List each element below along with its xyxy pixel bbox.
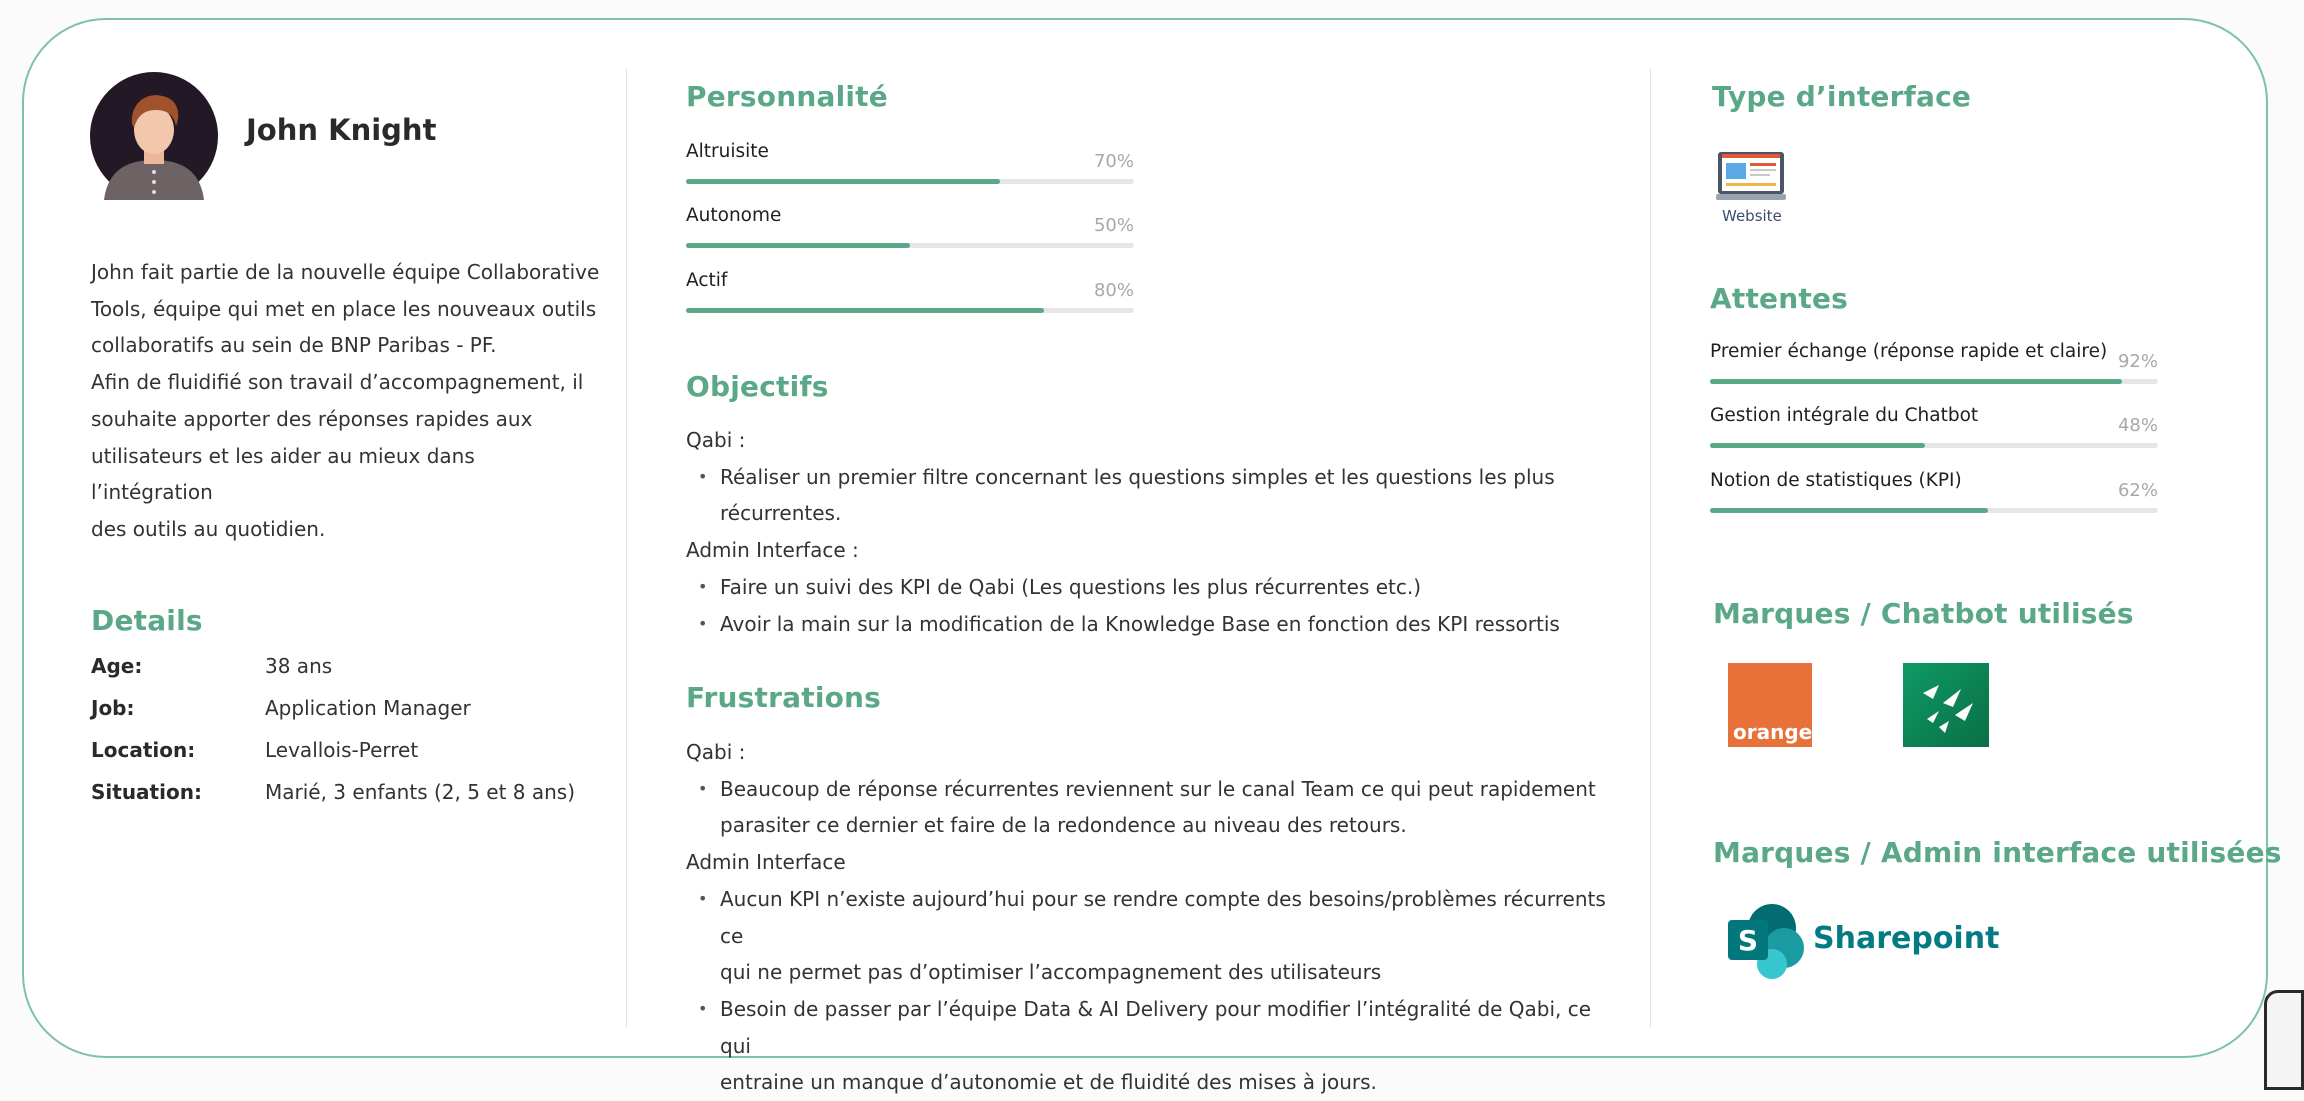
thumbnail-edge bbox=[2264, 990, 2304, 1090]
detail-value: Levallois-Perret bbox=[265, 738, 419, 762]
bar-percent: 92% bbox=[2117, 351, 2158, 372]
bar-fill bbox=[1710, 443, 1925, 448]
bar-track bbox=[1710, 379, 2158, 384]
bar-label: Premier échange (réponse rapide et claire) bbox=[1710, 341, 2108, 362]
bar-percent: 50% bbox=[1093, 215, 1134, 236]
detail-value: Marié, 3 enfants (2, 5 et 8 ans) bbox=[265, 780, 576, 804]
list-item-continuation: entraine un manque d’autonomie et de fluidité des mises à jours. bbox=[720, 1070, 1377, 1095]
bar-track bbox=[1710, 508, 2158, 513]
detail-key: Situation: bbox=[91, 780, 202, 804]
bio-line: John fait partie de la nouvelle équipe Collaborative bbox=[91, 260, 600, 284]
bar-track bbox=[686, 308, 1134, 313]
persona-name: John Knight bbox=[246, 113, 437, 147]
brands-admin-title: Marques / Admin interface utilisées bbox=[1713, 836, 2282, 869]
bar-percent: 48% bbox=[2117, 415, 2158, 436]
detail-key: Age: bbox=[91, 654, 143, 678]
list-item: • Faire un suivi des KPI de Qabi (Les questions les plus récurrentes etc.) bbox=[686, 569, 1616, 606]
detail-value: 38 ans bbox=[265, 654, 333, 678]
bar-label: Autonome bbox=[686, 205, 782, 226]
attentes-title: Attentes bbox=[1710, 282, 1849, 315]
frustrations-title: Frustrations bbox=[686, 681, 882, 714]
persona-bio bbox=[91, 254, 601, 548]
bar-label: Altruisite bbox=[686, 141, 769, 162]
sharepoint-icon bbox=[1726, 902, 1810, 980]
svg-text:S: S bbox=[1737, 924, 1759, 957]
interface-label: Website bbox=[1722, 207, 1782, 225]
frustrations-subheading: Admin Interface bbox=[686, 850, 846, 875]
sharepoint-text: Sharepoint bbox=[1813, 921, 2000, 956]
avatar bbox=[90, 72, 218, 200]
detail-key: Job: bbox=[91, 696, 135, 720]
column-divider-right bbox=[1650, 68, 1651, 1028]
list-item-continuation: récurrentes. bbox=[720, 501, 842, 526]
website-icon bbox=[1716, 150, 1786, 202]
brands-chatbot-title: Marques / Chatbot utilisés bbox=[1713, 597, 2134, 630]
column-divider-left bbox=[626, 68, 627, 1028]
objectifs-subheading: Qabi : bbox=[686, 428, 746, 452]
bar-label: Notion de statistiques (KPI) bbox=[1710, 470, 1962, 491]
bar-percent: 70% bbox=[1093, 151, 1134, 172]
personnalite-title: Personnalité bbox=[686, 80, 888, 113]
detail-value: Application Manager bbox=[265, 696, 471, 720]
list-item: • Réaliser un premier filtre concernant les questions simples et les questions les plus bbox=[686, 459, 1616, 496]
frustrations-list bbox=[686, 734, 1616, 1101]
list-item: • Avoir la main sur la modification de la Knowledge Base en fonction des KPI ressortis bbox=[686, 606, 1616, 643]
bar-label: Gestion intégrale du Chatbot bbox=[1710, 405, 1979, 426]
bar-fill bbox=[686, 308, 1044, 313]
bar-fill bbox=[686, 243, 910, 248]
orange-logo bbox=[1728, 663, 1812, 747]
bar-label: Actif bbox=[686, 270, 728, 291]
bio-line: souhaite apporter des réponses rapides aux bbox=[91, 406, 533, 431]
objectifs-subheading: Admin Interface : bbox=[686, 538, 859, 563]
list-item: • Aucun KPI n’existe aujourd’hui pour se rendre compte des besoins/problèmes récurrents ce bbox=[686, 881, 1616, 954]
bar-fill bbox=[1710, 379, 2122, 384]
bar-percent: 62% bbox=[2117, 480, 2158, 501]
list-item: • Beaucoup de réponse récurrentes reviennent sur le canal Team ce qui peut rapidement bbox=[686, 771, 1616, 808]
bar-track bbox=[686, 179, 1134, 184]
details-title: Details bbox=[91, 604, 203, 637]
list-item: • Besoin de passer par l’équipe Data & AI Delivery pour modifier l’intégralité de Qabi, ce qui bbox=[686, 991, 1616, 1064]
bar-fill bbox=[686, 179, 1000, 184]
bar-percent: 80% bbox=[1093, 280, 1134, 301]
orange-logo-text: orange bbox=[1733, 720, 1813, 744]
bar-track bbox=[1710, 443, 2158, 448]
bar-track bbox=[686, 243, 1134, 248]
bio-line: utilisateurs et les aider au mieux dans l’intégration bbox=[91, 443, 475, 505]
bnp-paribas-logo bbox=[1903, 663, 1989, 747]
bar-fill bbox=[1710, 508, 1988, 513]
interface-title: Type d’interface bbox=[1712, 80, 1972, 113]
bio-line: collaboratifs au sein de BNP Paribas - PF. bbox=[91, 333, 497, 358]
bio-line: Tools, équipe qui met en place les nouveaux outils bbox=[91, 296, 597, 321]
list-item-continuation: qui ne permet pas d’optimiser l’accompagnement des utilisateurs bbox=[720, 960, 1382, 985]
bio-line: Afin de fluidifié son travail d’accompagnement, il bbox=[91, 370, 584, 395]
objectifs-title: Objectifs bbox=[686, 370, 829, 403]
objectifs-list bbox=[686, 422, 1616, 642]
list-item-continuation: parasiter ce dernier et faire de la redondence au niveau des retours. bbox=[720, 813, 1407, 838]
detail-key: Location: bbox=[91, 738, 196, 762]
frustrations-subheading: Qabi : bbox=[686, 740, 746, 764]
bio-line: des outils au quotidien. bbox=[91, 516, 326, 541]
